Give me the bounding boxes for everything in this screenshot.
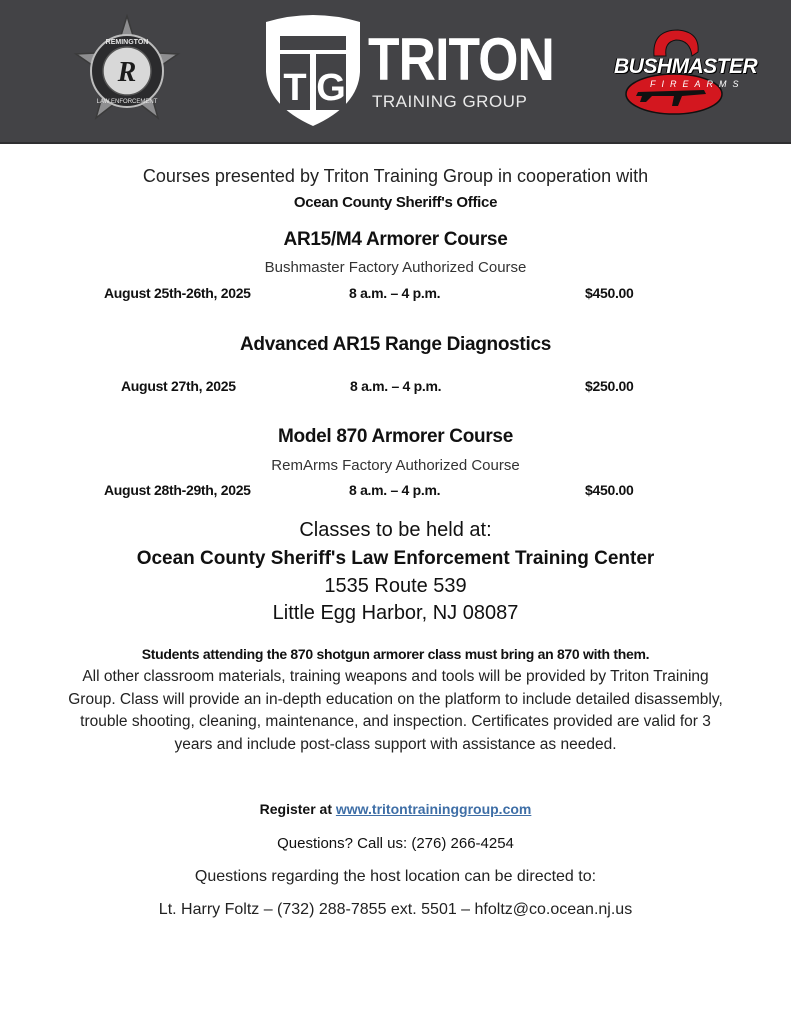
course-date: August 28th-29th, 2025 bbox=[104, 482, 251, 498]
questions-phone: Questions? Call us: (276) 266-4254 bbox=[277, 835, 514, 852]
course-date: August 27th, 2025 bbox=[121, 378, 236, 394]
remington-ring-top: REMINGTON bbox=[105, 39, 149, 46]
course-price: $450.00 bbox=[585, 482, 634, 498]
triton-monogram-left: T bbox=[283, 67, 307, 109]
course-time: 8 a.m. – 4 p.m. bbox=[349, 482, 441, 498]
venue-label: Classes to be held at: bbox=[299, 519, 492, 541]
register-link[interactable]: www.tritontraininggroup.com bbox=[335, 801, 532, 817]
course-time: 8 a.m. – 4 p.m. bbox=[349, 285, 441, 301]
triton-subtitle: TRAINING GROUP bbox=[372, 92, 528, 111]
course-price: $450.00 bbox=[585, 285, 634, 301]
intro-text: Courses presented by Triton Training Group in cooperation with bbox=[142, 166, 649, 186]
venue-address-line1: 1535 Route 539 bbox=[324, 575, 467, 597]
course-date: August 25th-26th, 2025 bbox=[104, 285, 251, 301]
triton-shield-logo bbox=[262, 14, 364, 128]
host-contact: Lt. Harry Foltz – (732) 288-7855 ext. 5501 – hfoltz@co.ocean.nj.us bbox=[158, 901, 633, 918]
requirement-note: Students attending the 870 shotgun armorer class must bring an 870 with them. bbox=[141, 646, 650, 662]
register-line bbox=[0, 801, 791, 817]
remington-law-enforcement-logo bbox=[72, 14, 182, 126]
remington-letter: R bbox=[117, 57, 137, 88]
course-title: AR15/M4 Armorer Course bbox=[283, 229, 508, 250]
venue-name: Ocean County Sheriff's Law Enforcement Training Center bbox=[136, 548, 655, 569]
triton-monogram-right: G bbox=[316, 67, 346, 109]
host-question: Questions regarding the host location can be directed to: bbox=[194, 868, 597, 885]
sheriff-office: Ocean County Sheriff's Office bbox=[293, 194, 498, 211]
course-title: Advanced AR15 Range Diagnostics bbox=[240, 334, 551, 355]
triton-wordmark: TRITON bbox=[368, 26, 554, 93]
remington-ring-bottom: LAW ENFORCEMENT bbox=[96, 99, 158, 105]
course-subtitle: RemArms Factory Authorized Course bbox=[271, 457, 520, 474]
course-price: $250.00 bbox=[585, 378, 634, 394]
bushmaster-subtitle: FIREARMS bbox=[650, 79, 745, 89]
course-title: Model 870 Armorer Course bbox=[278, 426, 513, 447]
register-label: Register at bbox=[259, 801, 332, 817]
course-time: 8 a.m. – 4 p.m. bbox=[350, 378, 442, 394]
venue-address-line2: Little Egg Harbor, NJ 08087 bbox=[272, 602, 519, 624]
bushmaster-wordmark: BUSHMASTER bbox=[614, 55, 758, 78]
course-subtitle: Bushmaster Factory Authorized Course bbox=[264, 259, 527, 276]
header-banner bbox=[0, 0, 791, 144]
course-description: All other classroom materials, training weapons and tools will be provided by Triton Training Group. Class will provide an in-depth education on the platform to include detailed disassembly, trouble shooting, cleaning, maintenance, and inspection. Certificates provided are valid for 3 years and include post-class support with assistance as needed. bbox=[68, 668, 723, 753]
